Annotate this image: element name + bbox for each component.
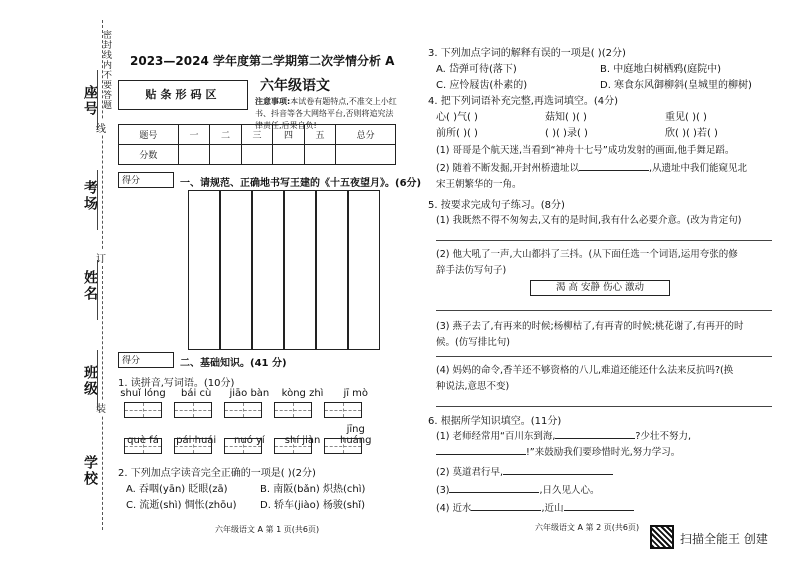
q4-prompt: 4. 把下列词语补充完整,再选词填空。(4分)	[428, 96, 619, 107]
q3-option: A. 岱弹可待(落下)	[436, 64, 517, 75]
pinyin: jī mò	[343, 388, 369, 399]
answer-line[interactable]	[436, 240, 772, 241]
blank[interactable]	[436, 454, 526, 455]
pinyin: pái huái	[176, 435, 217, 446]
answer-box[interactable]	[274, 438, 312, 454]
q5-sentence: (2) 他大吼了一声,大山都抖了三抖。(从下面任选一个词语,运用夸张的修	[436, 249, 738, 260]
answer-box[interactable]	[324, 438, 362, 454]
label-name: 姓名	[82, 270, 98, 302]
q4-item: 前所( )( )	[436, 128, 478, 139]
barcode-area	[118, 80, 248, 110]
q2-prompt: 2. 下列加点字读音完全正确的一项是( )(2分)	[118, 468, 316, 479]
field-line	[97, 260, 98, 320]
label-class: 班级	[82, 365, 98, 397]
q6-sentence: (4) 近水 ,近山	[436, 500, 634, 514]
tianzige-row	[124, 402, 374, 421]
seal-warning: 密封线内不要答题	[101, 30, 111, 110]
q4-item: 心( )气( )	[436, 112, 478, 123]
q2-option: C. 流逝(shì) 惆怅(zhōu)	[126, 500, 237, 511]
qr-code-icon	[650, 525, 674, 549]
q5-sentence: (3) 燕子去了,有再来的时候;杨柳枯了,有再青的时候;桃花谢了,有再开的时	[436, 321, 744, 332]
score-table	[118, 124, 396, 165]
blank[interactable]	[555, 438, 635, 439]
score-header: 一	[178, 125, 209, 145]
answer-box[interactable]	[174, 438, 212, 454]
answer-box[interactable]	[324, 402, 362, 418]
pinyin: jiāo bàn	[229, 388, 270, 399]
page-title: 2023—2024 学年度第二学期第二次学情分析 A	[130, 54, 395, 68]
q5-sentence: 种说法,意思不变)	[436, 381, 510, 392]
score-cell[interactable]	[210, 145, 241, 165]
pinyin-row	[118, 388, 418, 399]
seal-line-mark: 装	[96, 400, 106, 415]
answer-box[interactable]	[274, 402, 312, 418]
q2-option: B. 南阪(bǎn) 炽热(chì)	[260, 484, 366, 495]
pinyin: shuǐ lóng	[120, 388, 166, 399]
word-choices: 渴 高 安静 伤心 激动	[555, 282, 645, 293]
field-line	[97, 350, 98, 410]
section1-title: 一、请规范、正确地书写王建的《十五夜望月》。(6分)	[180, 178, 422, 189]
answer-box[interactable]	[124, 402, 162, 418]
score-header: 二	[210, 125, 241, 145]
score-cell[interactable]	[241, 145, 272, 165]
score-header: 五	[304, 125, 335, 145]
pinyin: jīng huáng	[340, 424, 372, 446]
score-header: 题号	[119, 125, 179, 145]
section2-title: 二、基础知识。(41 分)	[180, 358, 287, 369]
seal-line-mark: 线	[96, 120, 106, 135]
q5-sentence: (1) 我既然不得不匆匆去,又有的是时间,我有什么必要介意。(改为肯定句)	[436, 215, 742, 226]
score-cell[interactable]	[273, 145, 304, 165]
answer-line[interactable]	[436, 310, 772, 311]
binding-margin	[0, 0, 120, 561]
blank[interactable]	[579, 170, 649, 171]
q4-item: 重见( )( )	[665, 112, 707, 123]
score-cell[interactable]	[336, 145, 396, 165]
q6-prompt: 6. 根据所学知识填空。(11分)	[428, 416, 562, 427]
q4-item: ( )( )录( )	[545, 128, 588, 139]
page-footer-left: 六年级语文 A 第 1 页(共6页)	[215, 525, 320, 534]
score-header: 三	[241, 125, 272, 145]
answer-line[interactable]	[436, 356, 772, 357]
scanner-watermark: 扫描全能王 创建	[680, 532, 768, 546]
answer-line[interactable]	[436, 406, 772, 407]
q6-sentence: (3) ,日久见人心。	[436, 485, 600, 496]
blank[interactable]	[564, 510, 634, 511]
pinyin: nuó yí	[234, 435, 265, 446]
q3-prompt: 3. 下列加点字词的解释有误的一项是( )(2分)	[428, 48, 626, 59]
defen-label: 得分	[122, 356, 141, 366]
answer-box[interactable]	[124, 438, 162, 454]
field-line	[97, 70, 98, 130]
blank[interactable]	[449, 492, 539, 493]
pinyin: què fá	[127, 435, 159, 446]
q1-prompt: 1. 读拼音,写词语。(10分)	[118, 378, 235, 389]
blank[interactable]	[471, 510, 541, 511]
score-row-label: 分数	[119, 145, 179, 165]
q6-sentence: (1) 老师经常用“百川东到海, ?少壮不努力,	[436, 431, 691, 442]
barcode-label: 贴条形码区	[145, 88, 221, 101]
label-school: 学校	[82, 455, 98, 487]
pinyin: bái cù	[181, 388, 212, 399]
answer-box[interactable]	[224, 402, 262, 418]
seal-line-mark: 订	[96, 250, 106, 265]
defen-box	[118, 172, 174, 188]
q6-sentence: (2) 莫道君行早,	[436, 464, 613, 478]
field-line	[97, 170, 98, 230]
score-header: 四	[273, 125, 304, 145]
q4-item: 欣( )( )若( )	[665, 128, 718, 139]
page-footer-right: 六年级语文 A 第 2 页(共6页)	[535, 523, 640, 532]
q3-option: B. 中庭地白树栖鸦(庭院中)	[600, 64, 722, 75]
notice-lead: 注意事项:	[255, 97, 291, 106]
q4-sentence: (2) 随着不断发掘,开封州桥遗址以 ,从遗址中我们能窥见北	[436, 163, 748, 174]
label-exam-room: 考场	[82, 180, 98, 212]
tianzige-row	[124, 438, 374, 457]
q5-sentence: 候。(仿写排比句)	[436, 337, 510, 348]
word-choice-box	[530, 280, 670, 296]
subject-title: 六年级语文	[260, 78, 330, 94]
answer-box[interactable]	[224, 438, 262, 454]
q5-prompt: 5. 按要求完成句子练习。(8分)	[428, 200, 565, 211]
defen-label: 得分	[122, 176, 141, 186]
q5-sentence: (4) 妈妈的命令,香羊还不够资格的八儿,难道还能还什么法来反抗吗?(换	[436, 365, 734, 376]
q3-option: D. 寒食东风御柳斜(皇城里的柳树)	[600, 80, 752, 91]
blank[interactable]	[503, 474, 613, 475]
q4-item: 菇知( )( )	[545, 112, 587, 123]
writing-grid[interactable]	[188, 190, 388, 350]
q6-sentence: !”来鼓励我们要珍惜时光,努力学习。	[436, 444, 680, 458]
q2-option: D. 轿车(jiào) 杨骏(shǐ)	[260, 500, 365, 511]
q3-option: C. 应怜屐齿(朴素的)	[436, 80, 528, 91]
notice-text: 本试卷有题特点,不准交上小红书、抖音等各大网络平台,否则将追究法律责任,后果自负!	[255, 97, 397, 130]
pinyin: shí jiàn	[284, 435, 321, 446]
pinyin: kòng zhì	[281, 388, 324, 399]
answer-box[interactable]	[174, 402, 212, 418]
q4-sentence: (1) 哥哥是个航天迷,当看到“神舟十七号”成功发射的画面,他手舞足蹈。	[436, 145, 735, 156]
defen-box	[118, 352, 174, 368]
score-cell[interactable]	[178, 145, 209, 165]
q4-sentence: 宋王朝繁华的一角。	[436, 179, 522, 190]
q2-option: A. 吞咽(yān) 眨眼(zā)	[126, 484, 228, 495]
score-header: 总分	[336, 125, 396, 145]
label-seat-number: 座号	[82, 85, 98, 117]
score-cell[interactable]	[304, 145, 335, 165]
q5-sentence: 辞手法仿写句子)	[436, 265, 507, 276]
